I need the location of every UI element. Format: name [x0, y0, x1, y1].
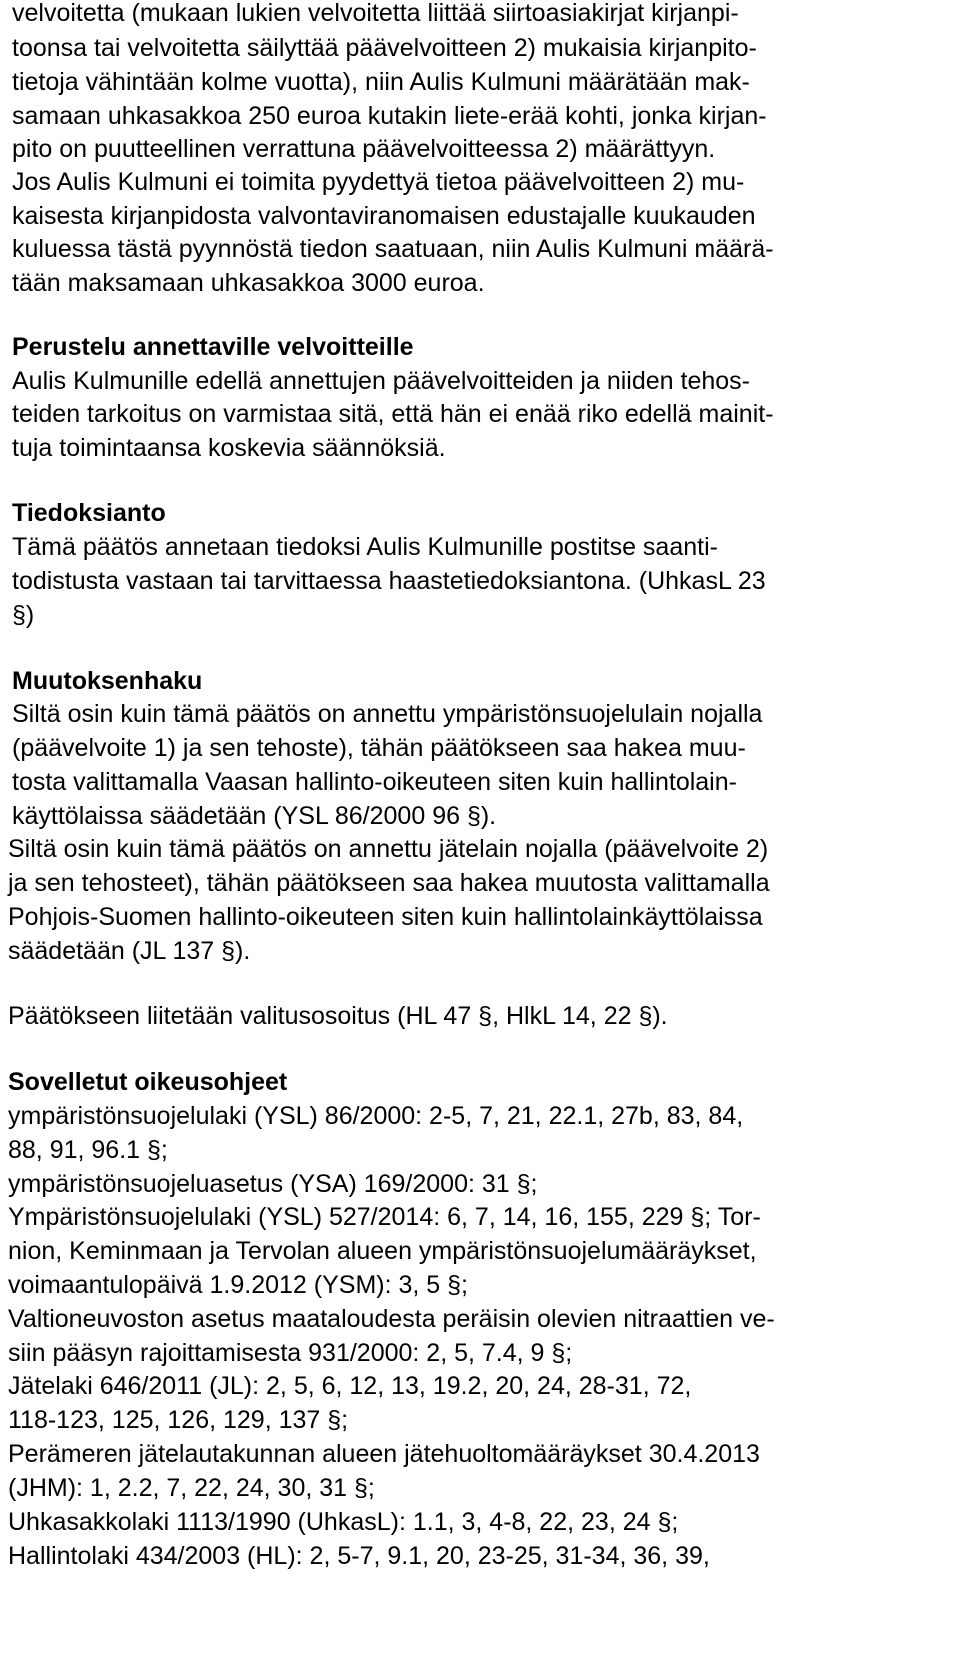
text-line: ja sen tehosteet), tähän päätökseen saa hakea muutosta valittamalla: [8, 869, 770, 897]
text-line: Uhkasakkolaki 1113/1990 (UhkasL): 1.1, 3, 4-8, 22, 23, 24 §;: [8, 1508, 679, 1536]
section-heading: Muutoksenhaku: [12, 667, 203, 695]
text-line: Aulis Kulmunille edellä annettujen päävelvoitteiden ja niiden tehos-: [12, 367, 750, 395]
text-line: voimaantulopäivä 1.9.2012 (YSM): 3, 5 §;: [8, 1271, 468, 1299]
text-line: velvoitetta (mukaan lukien velvoitetta liittää siirtoasiakirjat kirjanpi-: [12, 0, 739, 27]
text-line: Pohjois-Suomen hallinto-oikeuteen siten kuin hallintolainkäyttölaissa: [8, 903, 763, 931]
text-line: nion, Keminmaan ja Tervolan alueen ympäristönsuojelumääräykset,: [8, 1237, 757, 1265]
text-line: kaisesta kirjanpidosta valvontaviranomaisen edustajalle kuukauden: [12, 202, 756, 230]
text-line: ympäristönsuojelulaki (YSL) 86/2000: 2-5, 7, 21, 22.1, 27b, 83, 84,: [8, 1102, 744, 1130]
text-line: siin pääsyn rajoittamisesta 931/2000: 2, 5, 7.4, 9 §;: [8, 1339, 573, 1367]
section-heading: Tiedoksianto: [12, 499, 166, 527]
text-line: teiden tarkoitus on varmistaa sitä, että hän ei enää riko edellä mainit-: [12, 400, 774, 428]
text-line: Perämeren jätelautakunnan alueen jätehuoltomääräykset 30.4.2013: [8, 1440, 760, 1468]
text-line: Ympäristönsuojelulaki (YSL) 527/2014: 6, 7, 14, 16, 155, 229 §; Tor-: [8, 1203, 761, 1231]
text-line: Valtioneuvoston asetus maataloudesta peräisin olevien nitraattien ve-: [8, 1305, 775, 1333]
text-line: Tämä päätös annetaan tiedoksi Aulis Kulmunille postitse saanti-: [12, 533, 718, 561]
text-line: tuja toimintaansa koskevia säännöksiä.: [12, 434, 446, 462]
text-line: ympäristönsuojeluasetus (YSA) 169/2000: 31 §;: [8, 1170, 538, 1198]
text-line: pito on puutteellinen verrattuna päävelvoitteessa 2) määrättyyn.: [12, 135, 716, 163]
text-line: 118-123, 125, 126, 129, 137 §;: [8, 1406, 349, 1434]
text-line: säädetään (JL 137 §).: [8, 937, 251, 965]
text-line: toonsa tai velvoitetta säilyttää päävelvoitteen 2) mukaisia kirjanpito-: [12, 34, 757, 62]
text-line: 88, 91, 96.1 §;: [8, 1136, 168, 1164]
text-line: §): [12, 601, 35, 629]
text-line: (JHM): 1, 2.2, 7, 22, 24, 30, 31 §;: [8, 1474, 375, 1502]
text-line: Siltä osin kuin tämä päätös on annettu jätelain nojalla (päävelvoite 2): [8, 835, 769, 863]
text-line: kuluessa tästä pyynnöstä tiedon saatuaan, niin Aulis Kulmuni määrä-: [12, 235, 774, 263]
text-line: todistusta vastaan tai tarvittaessa haastetiedoksiantona. (UhkasL 23: [12, 567, 766, 595]
text-line: Jätelaki 646/2011 (JL): 2, 5, 6, 12, 13, 19.2, 20, 24, 28-31, 72,: [8, 1372, 692, 1400]
text-line: Siltä osin kuin tämä päätös on annettu ympäristönsuojelulain nojalla: [12, 700, 763, 728]
text-line: samaan uhkasakkoa 250 euroa kutakin liete-erää kohti, jonka kirjan-: [12, 102, 767, 130]
text-line: tietoja vähintään kolme vuotta), niin Aulis Kulmuni määrätään mak-: [12, 68, 750, 96]
text-line: tään maksamaan uhkasakkoa 3000 euroa.: [12, 269, 485, 297]
text-line: (päävelvoite 1) ja sen tehoste), tähän päätökseen saa hakea muu-: [12, 734, 746, 762]
section-heading: Perustelu annettaville velvoitteille: [12, 333, 414, 361]
text-line: Jos Aulis Kulmuni ei toimita pyydettyä tietoa päävelvoitteen 2) mu-: [12, 168, 745, 196]
section-heading: Sovelletut oikeusohjeet: [8, 1068, 288, 1096]
text-line: käyttölaissa säädetään (YSL 86/2000 96 §).: [12, 802, 497, 830]
appendix-note: Päätökseen liitetään valitusosoitus (HL 47 §, HlkL 14, 22 §).: [8, 1002, 668, 1030]
text-line: Hallintolaki 434/2003 (HL): 2, 5-7, 9.1, 20, 23-25, 31-34, 36, 39,: [8, 1542, 710, 1570]
text-line: tosta valittamalla Vaasan hallinto-oikeuteen siten kuin hallintolain-: [12, 768, 737, 796]
